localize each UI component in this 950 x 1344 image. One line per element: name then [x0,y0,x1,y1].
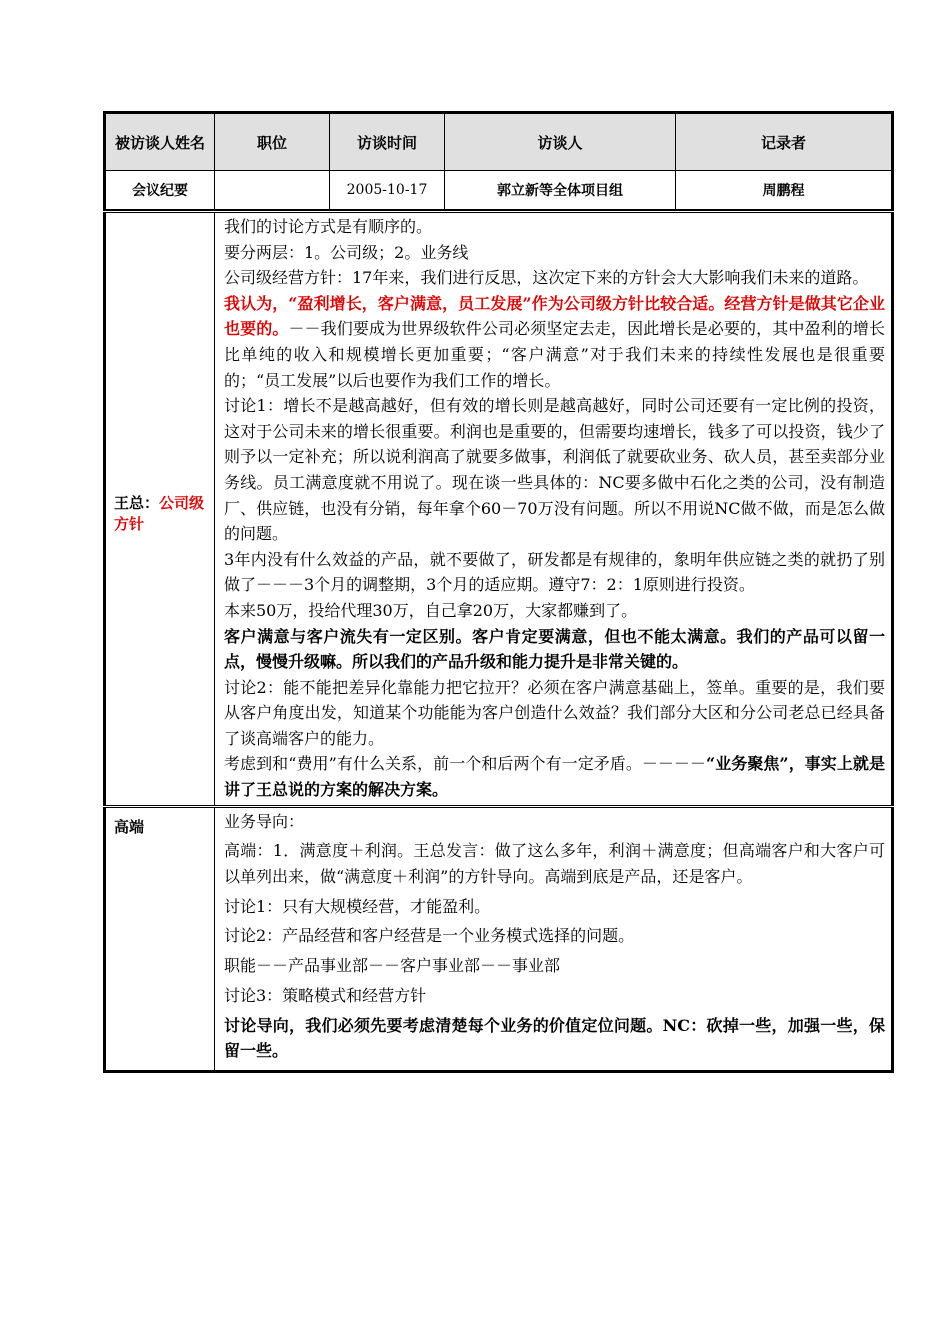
header-time: 访谈时间 [330,113,445,171]
header-interviewer: 访谈人 [445,113,676,171]
section-high-end [105,806,893,1071]
date-value: 2005-10-17 [330,171,445,210]
paragraph: 业务导向： [224,811,305,831]
paragraph: 职能－－产品事业部－－客户事业部－－事业部 [224,956,561,976]
paragraph-bold: 客户满意与客户流失有一定区别。客户肯定要满意，但也不能太满意。我们的产品可以留一点，慢慢升级嘛。所以我们的产品升级和能力提升是非常关键的。 [224,626,885,672]
text-segment: 考虑到和“费用”有什么关系，前一个和后两个有一定矛盾。－－－－ [224,754,706,774]
section1-content [215,212,893,807]
header-interviewee: 被访谈人姓名 [105,113,215,171]
paragraph-bold: 讨论导向，我们必须先要考虑清楚每个业务的价值定位问题。NC：砍掉一些，加强一些，保留一些。 [224,1015,885,1061]
paragraph: 本来50万，投给代理30万，自己拿20万，大家都赚到了。 [224,600,638,620]
paragraph: 讨论3：策略模式和经营方针 [224,985,427,1005]
meta-table [103,111,894,210]
section2-content [215,806,893,1071]
section1-label [105,212,215,807]
minutes-table [103,210,894,1073]
meeting-minutes-label: 会议纪要 [105,171,215,210]
section2-label: 高端 [105,806,215,1071]
paragraph: 讨论2：能不能把差异化靠能力把它拉开？必须在客户满意基础上，签单。重要的是，我们要从客户角度出发，知道某个功能能为客户创造什么效益？我们部分大区和分公司老总已经具备了谈高端客户的能力。 [224,677,885,748]
paragraph: 讨论2：产品经营和客户经营是一个业务模式选择的问题。 [224,926,635,946]
header-recorder: 记录者 [676,113,893,171]
interviewer-value: 郭立新等全体项目组 [445,171,676,210]
paragraph: 公司级经营方针：17年来，我们进行反思，这次定下来的方针会大大影响我们未来的道路。 [224,268,869,288]
topic-label: 公司级方针 [114,493,205,533]
paragraph [224,291,885,393]
statement-detail: －－我们要成为世界级软件公司必须坚定去走，因此增长是必要的，其中盈利的增长比单纯的收入和规模增长更加重要；“客户满意”对于我们未来的持续性发展也是很重要的；“员工发展”以后也要作为我们工作的增长。 [224,319,885,390]
header-position: 职位 [215,113,330,171]
paragraph: 要分两层：1。公司级；2。业务线 [224,242,469,262]
info-row [105,171,893,210]
paragraph: 讨论1：只有大规模经营，才能盈利。 [224,896,491,916]
paragraph: 我们的讨论方式是有顺序的。 [224,217,433,236]
paragraph: 高端：1．满意度＋利润。王总发言：做了这么多年，利润＋满意度；但高端客户和大客户可以单列出来，做“满意度＋利润”的方针导向。高端到底是产品，还是客户。 [224,841,885,886]
section-company-policy [105,212,893,807]
paragraph [224,751,885,802]
paragraph: 3年内没有什么效益的产品，就不要做了，研发都是有规律的，象明年供应链之类的就扔了别做了－－－3个月的调整期，3个月的适应期。遵守7：2：1原则进行投资。 [224,549,885,595]
speaker-label: 王总： [114,493,160,512]
bold-segment: “业务聚焦”，事实上就是讲了王总说的方案的解决方案。 [224,754,885,800]
recorder-value: 周鹏程 [676,171,893,210]
header-row [105,113,893,171]
key-statement: 我认为，“盈利增长，客户满意，员工发展”作为公司级方针比较合适。经营方针是做其它企业也要的。 [224,293,885,339]
position-value [215,171,330,210]
interview-record [103,111,891,1073]
paragraph: 讨论1：增长不是越高越好，但有效的增长则是越高越好，同时公司还要有一定比例的投资，这对于公司未来的增长很重要。利润也是重要的，但需要均速增长，钱多了可以投资，钱少了则予以一定补充；所以说利润高了就要多做事，利润低了就要砍业务、砍人员，甚至卖部分业务线。员工满意度就不用说了。现在谈一些具体的：NC要多做中石化之类的公司，没有制造厂、供应链，也没有分销，每年拿个60－70万没有问题。所以不用说NC做不做，而是怎么做的问题。 [224,396,885,544]
